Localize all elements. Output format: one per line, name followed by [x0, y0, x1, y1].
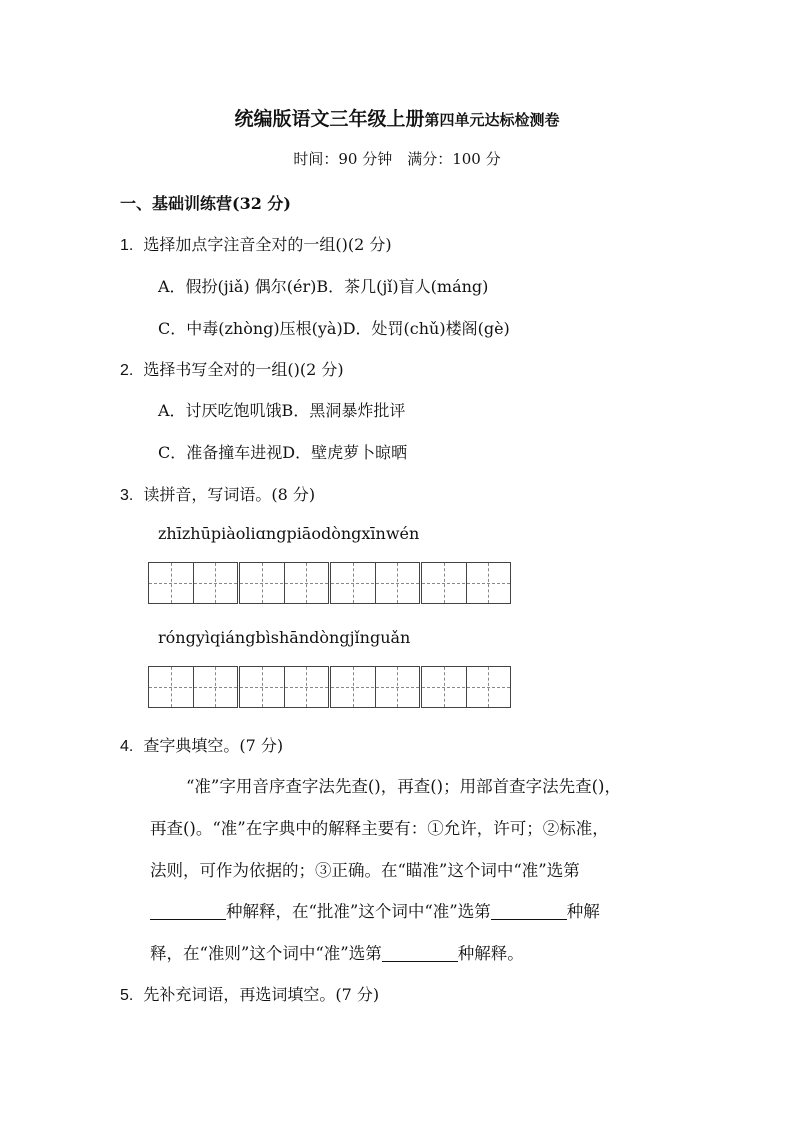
q4-line-5-text: 释，在“准则”这个词中“准”选第 — [150, 944, 382, 963]
question-number: 3. — [120, 487, 134, 504]
q4-line-5-end: 种解释。 — [457, 944, 524, 963]
title-sub: 第四单元达标检测卷 — [424, 111, 560, 129]
q1-options-cd: C．中毒(zhòng)压根(yà)D．处罚(chǔ)楼阁(gè) — [158, 319, 510, 338]
q1-options-ab: A．假扮(jiǎ) 偶尔(ér)B．茶几(jǐ)盲人(máng) — [158, 277, 489, 296]
q4-line-1: “准”字用音序查字法先查()，再查()；用部首查字法先查()， — [186, 777, 621, 796]
q4-line-3: 法则，可作为依据的；③正确。在“瞄准”这个词中“准”选第 — [150, 861, 580, 880]
question-4 — [120, 733, 283, 756]
answer-blank[interactable] — [150, 903, 226, 920]
question-text: 查字典填空。(7 分) — [143, 736, 284, 755]
word-box[interactable] — [421, 562, 511, 604]
word-box[interactable] — [239, 666, 329, 708]
question-text: 选择加点字注音全对的一组()(2 分) — [143, 235, 392, 254]
answer-blank[interactable] — [491, 903, 567, 920]
pinyin-row-1: zhīzhūpiàoliɑngpiāodòngxīnwén — [158, 524, 420, 543]
word-box[interactable] — [421, 666, 511, 708]
question-number: 2. — [120, 362, 134, 379]
page-title — [0, 104, 794, 131]
title-main: 统编版语文三年级上册 — [234, 108, 425, 130]
q2-options-cd: C．准备撞车进视D．壁虎萝卜晾晒 — [158, 443, 408, 462]
pinyin-row-2: róngyìqiángbìshāndòngjǐnguǎn — [158, 628, 411, 647]
section-heading-basic: 一、基础训练营(32 分) — [120, 194, 291, 213]
word-box[interactable] — [330, 666, 420, 708]
word-box[interactable] — [330, 562, 420, 604]
question-number: 5. — [120, 987, 134, 1004]
word-box[interactable] — [148, 562, 238, 604]
answer-blank[interactable] — [382, 945, 458, 962]
q4-line-4-end: 种解 — [566, 902, 600, 921]
question-number: 4. — [120, 738, 134, 755]
question-number: 1. — [120, 237, 134, 254]
question-2 — [120, 357, 344, 380]
question-text: 先补充词语，再选词填空。(7 分) — [143, 985, 380, 1004]
question-3 — [120, 482, 315, 505]
exam-time-info: 时间：90 分钟 满分：100 分 — [293, 150, 501, 168]
q4-line-4-text: 种解释，在“批准”这个词中“准”选第 — [226, 902, 491, 921]
q2-options-ab: A．讨厌吃饱叽饿B．黑洞暴炸批评 — [158, 401, 406, 420]
q4-line-2: 再查()。“准”在字典中的解释主要有：①允许，许可；②标准， — [150, 819, 609, 838]
word-box[interactable] — [239, 562, 329, 604]
writing-grid-row-2[interactable] — [148, 666, 512, 710]
q4-line-4 — [150, 898, 600, 922]
question-text: 选择书写全对的一组()(2 分) — [143, 360, 344, 379]
writing-grid-row-1[interactable] — [148, 562, 512, 606]
question-text: 读拼音，写词语。(8 分) — [143, 485, 316, 504]
question-5 — [120, 982, 379, 1005]
question-1 — [120, 232, 392, 255]
word-box[interactable] — [148, 666, 238, 708]
q4-line-5 — [150, 940, 524, 964]
